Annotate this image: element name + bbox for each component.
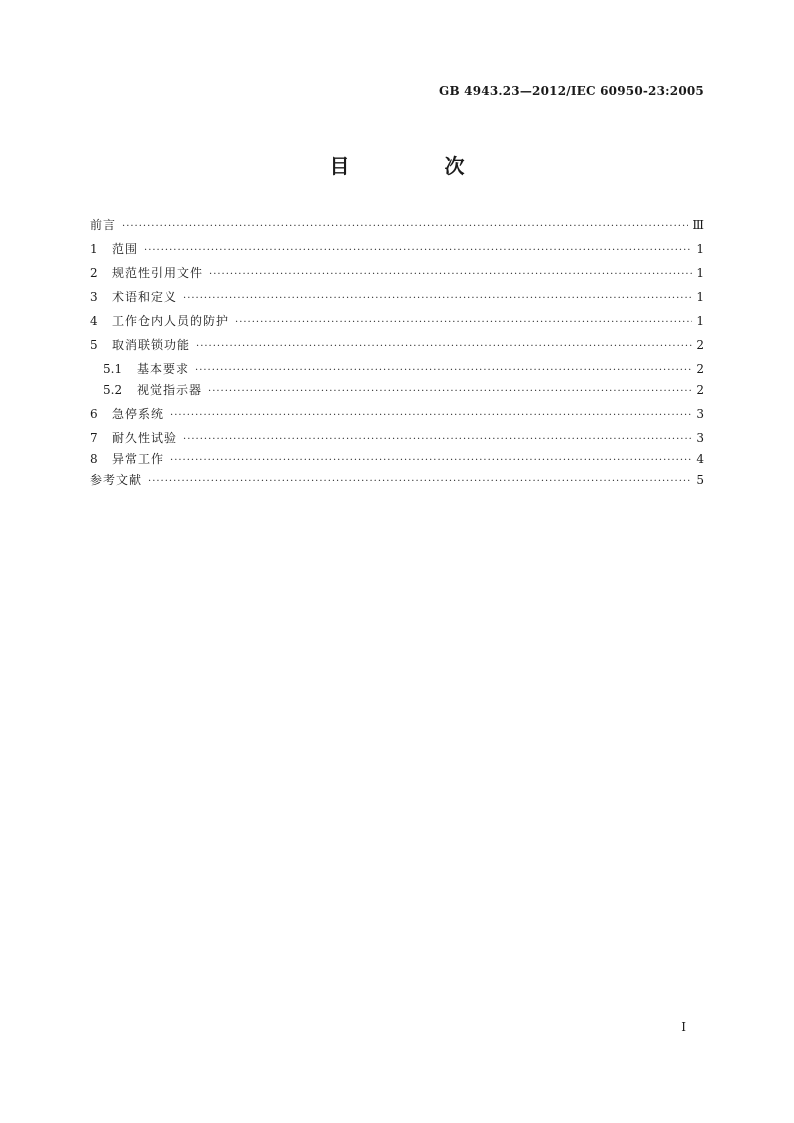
toc-entry-page: 2	[696, 362, 704, 376]
toc-entry-3[interactable]	[90, 288, 704, 312]
toc-entry-page: Ⅲ	[692, 218, 704, 232]
toc-entry-4[interactable]	[90, 312, 704, 336]
toc-entry-label: 前言	[90, 218, 117, 232]
toc-dot-leader	[144, 245, 692, 256]
toc-entry-label: 急停系统	[112, 407, 165, 421]
toc-entry-number: 4	[90, 314, 98, 328]
toc-entry-number: 5.1	[103, 362, 123, 376]
table-of-contents	[90, 216, 704, 492]
toc-entry-1[interactable]	[90, 240, 704, 264]
toc-dot-leader	[195, 365, 692, 376]
toc-entry-label: 术语和定义	[112, 290, 178, 304]
toc-entry-number: 1	[90, 242, 98, 256]
toc-entry-5-2[interactable]	[90, 381, 704, 405]
toc-dot-leader	[148, 476, 692, 487]
toc-entry-page: 3	[696, 407, 704, 421]
toc-dot-leader	[196, 341, 692, 352]
toc-entry-label: 取消联锁功能	[112, 338, 191, 352]
toc-entry-7[interactable]	[90, 429, 704, 450]
toc-entry-page: 1	[696, 242, 704, 256]
toc-entry-number: 6	[90, 407, 98, 421]
toc-title: 目 次	[329, 154, 509, 178]
toc-entry-number: 8	[90, 452, 98, 466]
toc-entry-label: 范围	[112, 242, 139, 256]
page-number: I	[681, 1020, 686, 1034]
toc-entry-page: 2	[696, 383, 704, 397]
toc-entry-label: 基本要求	[137, 362, 190, 376]
toc-entry-label: 参考文献	[90, 473, 143, 487]
toc-entry-page: 1	[696, 290, 704, 304]
toc-entry-page: 3	[696, 431, 704, 445]
toc-dot-leader	[208, 386, 692, 397]
toc-entry-page: 5	[696, 473, 704, 487]
toc-entry-8[interactable]	[90, 450, 704, 471]
toc-entry-5-1[interactable]	[90, 360, 704, 381]
toc-entry-number: 5	[90, 338, 98, 352]
toc-dot-leader	[170, 455, 692, 466]
toc-entry-6[interactable]	[90, 405, 704, 429]
toc-entry-page: 1	[696, 266, 704, 280]
toc-entry-page: 2	[696, 338, 704, 352]
toc-entry-2[interactable]	[90, 264, 704, 288]
toc-entry-label: 工作仓内人员的防护	[112, 314, 230, 328]
toc-entry-5[interactable]	[90, 336, 704, 360]
toc-dot-leader	[235, 317, 692, 328]
toc-entry-number: 2	[90, 266, 98, 280]
toc-entry-number: 5.2	[103, 383, 123, 397]
toc-dot-leader	[209, 269, 692, 280]
toc-entry-label: 视觉指示器	[137, 383, 203, 397]
standard-code-header: GB 4943.23—2012/IEC 60950-23:2005	[439, 84, 704, 98]
toc-entry-page: 1	[696, 314, 704, 328]
toc-entry-references[interactable]	[90, 471, 704, 492]
toc-entry-number: 3	[90, 290, 98, 304]
toc-entry-label: 规范性引用文件	[112, 266, 204, 280]
toc-entry-label: 异常工作	[112, 452, 165, 466]
toc-entry-label: 耐久性试验	[112, 431, 178, 445]
toc-entry-preface[interactable]	[90, 216, 704, 240]
toc-entry-number: 7	[90, 431, 98, 445]
toc-dot-leader	[170, 410, 692, 421]
toc-entry-page: 4	[696, 452, 704, 466]
toc-dot-leader	[122, 221, 688, 232]
toc-dot-leader	[183, 434, 692, 445]
toc-dot-leader	[183, 293, 692, 304]
